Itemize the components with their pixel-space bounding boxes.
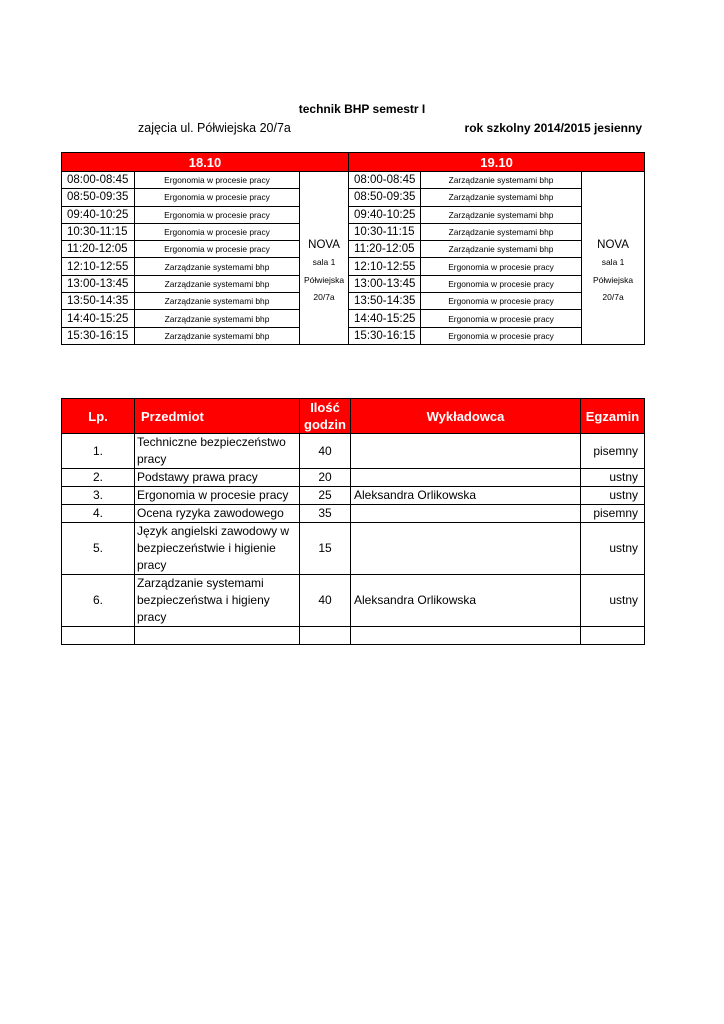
- day2-time: 12:10-12:55: [349, 258, 421, 275]
- day1-room: [300, 172, 349, 345]
- subject-lecturer: Aleksandra Orlikowska: [351, 487, 581, 505]
- day2-time: 15:30-16:15: [349, 327, 421, 344]
- room-number: sala 1: [312, 257, 336, 268]
- day1-subject: Zarządzanie systemami bhp: [135, 293, 300, 310]
- day1-subject: Ergonomia w procesie pracy: [135, 223, 300, 240]
- subject-hours: 15: [300, 523, 351, 575]
- schedule-row: [62, 172, 645, 189]
- empty-cell: [135, 627, 300, 645]
- subject-row: [62, 434, 645, 469]
- day2-subject: Ergonomia w procesie pracy: [421, 258, 582, 275]
- school-year-text: rok szkolny 2014/2015 jesienny: [464, 121, 642, 135]
- subject-exam: ustny: [581, 575, 645, 627]
- day2-room: [582, 172, 645, 345]
- subject-hours: 20: [300, 469, 351, 487]
- schedule-table: [61, 152, 645, 345]
- subject-lp: 1.: [62, 434, 135, 469]
- col-header-lp: Lp.: [62, 399, 135, 434]
- subject-row: [62, 487, 645, 505]
- day2-subject: Ergonomia w procesie pracy: [421, 327, 582, 344]
- subject-name-line: Ergonomia w procesie pracy: [137, 488, 289, 502]
- col-header-exam: Egzamin: [581, 399, 645, 434]
- col-header-hours-line2: godzin: [304, 417, 346, 432]
- subject-lp: 5.: [62, 523, 135, 575]
- room-name: NOVA: [308, 238, 340, 251]
- schedule-row: [62, 258, 645, 275]
- subject-name: [135, 487, 300, 505]
- room-street: Półwiejska: [592, 274, 634, 285]
- day1-subject: Zarządzanie systemami bhp: [135, 327, 300, 344]
- schedule-row: [62, 223, 645, 240]
- subject-name-line: Zarządzanie systemami: [137, 576, 264, 590]
- schedule-row: [62, 327, 645, 344]
- day1-subject: Ergonomia w procesie pracy: [135, 189, 300, 206]
- day2-time: 14:40-15:25: [349, 310, 421, 327]
- col-header-lecturer: Wykładowca: [351, 399, 581, 434]
- day1-subject: Ergonomia w procesie pracy: [135, 206, 300, 223]
- subject-exam: pisemny: [581, 505, 645, 523]
- subject-hours: 25: [300, 487, 351, 505]
- subject-hours: 40: [300, 434, 351, 469]
- subject-row: [62, 523, 645, 575]
- day2-time: 10:30-11:15: [349, 223, 421, 240]
- empty-cell: [581, 627, 645, 645]
- subject-row: [62, 469, 645, 487]
- day1-time: 12:10-12:55: [62, 258, 135, 275]
- day2-time: 08:50-09:35: [349, 189, 421, 206]
- day2-subject: Zarządzanie systemami bhp: [421, 241, 582, 258]
- subject-hours: 40: [300, 575, 351, 627]
- subject-name: [135, 505, 300, 523]
- day2-time: 11:20-12:05: [349, 241, 421, 258]
- col-header-hours: [300, 399, 351, 434]
- subject-row: [62, 505, 645, 523]
- subject-name-line: Techniczne bezpieczeństwo: [137, 435, 286, 449]
- room-name: NOVA: [597, 238, 629, 251]
- subject-lp: 2.: [62, 469, 135, 487]
- day2-subject: Ergonomia w procesie pracy: [421, 310, 582, 327]
- empty-cell: [300, 627, 351, 645]
- room-street: Półwiejska: [303, 274, 345, 285]
- day1-subject: Ergonomia w procesie pracy: [135, 172, 300, 189]
- room-number: sala 1: [601, 257, 625, 268]
- day2-time: 13:00-13:45: [349, 275, 421, 292]
- day1-subject: Ergonomia w procesie pracy: [135, 241, 300, 258]
- subject-name-line: Ocena ryzyka zawodowego: [137, 506, 284, 520]
- subject-exam: ustny: [581, 523, 645, 575]
- day2-subject: Zarządzanie systemami bhp: [421, 172, 582, 189]
- day2-header: 19.10: [349, 153, 645, 172]
- subject-name: [135, 575, 300, 627]
- empty-row: [62, 627, 645, 645]
- day1-time: 13:50-14:35: [62, 293, 135, 310]
- subject-lp: 4.: [62, 505, 135, 523]
- day1-time: 08:00-08:45: [62, 172, 135, 189]
- col-header-subject: Przedmiot: [135, 399, 300, 434]
- schedule-row: [62, 275, 645, 292]
- day2-subject: Ergonomia w procesie pracy: [421, 293, 582, 310]
- subject-name-line: pracy: [137, 452, 167, 466]
- empty-cell: [62, 627, 135, 645]
- day2-time: 09:40-10:25: [349, 206, 421, 223]
- day2-subject: Zarządzanie systemami bhp: [421, 189, 582, 206]
- day1-time: 10:30-11:15: [62, 223, 135, 240]
- subject-lp: 3.: [62, 487, 135, 505]
- subject-lecturer: [351, 523, 581, 575]
- subject-exam: ustny: [581, 487, 645, 505]
- col-header-hours-line1: Ilość: [310, 400, 340, 415]
- day1-time: 14:40-15:25: [62, 310, 135, 327]
- subject-lecturer: Aleksandra Orlikowska: [351, 575, 581, 627]
- day1-time: 15:30-16:15: [62, 327, 135, 344]
- room-address-number: 20/7a: [602, 292, 624, 303]
- day2-time: 08:00-08:45: [349, 172, 421, 189]
- empty-cell: [351, 627, 581, 645]
- day1-subject: Zarządzanie systemami bhp: [135, 258, 300, 275]
- subject-name-line: Podstawy prawa pracy: [137, 470, 258, 484]
- day1-header: 18.10: [62, 153, 349, 172]
- subject-name-line: pracy: [137, 558, 167, 572]
- day1-time: 11:20-12:05: [62, 241, 135, 258]
- subject-exam: ustny: [581, 469, 645, 487]
- subject-exam: pisemny: [581, 434, 645, 469]
- subject-lecturer: [351, 505, 581, 523]
- subject-lecturer: [351, 434, 581, 469]
- room-address-number: 20/7a: [313, 292, 335, 303]
- location-text: zajęcia ul. Półwiejska 20/7a: [138, 121, 291, 135]
- subject-name: [135, 523, 300, 575]
- subject-hours: 35: [300, 505, 351, 523]
- subject-name: [135, 469, 300, 487]
- day1-time: 08:50-09:35: [62, 189, 135, 206]
- subject-lp: 6.: [62, 575, 135, 627]
- subject-name-line: bezpieczeństwie i higienie: [137, 541, 276, 555]
- subject-name-line: pracy: [137, 610, 167, 624]
- subject-name-line: bezpieczeństwa i higieny: [137, 593, 270, 607]
- document-title: technik BHP semestr I: [298, 102, 426, 116]
- subject-name: [135, 434, 300, 469]
- day2-subject: Zarządzanie systemami bhp: [421, 206, 582, 223]
- schedule-row: [62, 310, 645, 327]
- schedule-row: [62, 189, 645, 206]
- day2-subject: Zarządzanie systemami bhp: [421, 223, 582, 240]
- day2-subject: Ergonomia w procesie pracy: [421, 275, 582, 292]
- subject-row: [62, 575, 645, 627]
- subject-lecturer: [351, 469, 581, 487]
- subjects-table: [61, 398, 645, 645]
- day1-time: 09:40-10:25: [62, 206, 135, 223]
- subject-name-line: Język angielski zawodowy w: [137, 524, 290, 538]
- schedule-row: [62, 293, 645, 310]
- day1-subject: Zarządzanie systemami bhp: [135, 310, 300, 327]
- day1-time: 13:00-13:45: [62, 275, 135, 292]
- day1-subject: Zarządzanie systemami bhp: [135, 275, 300, 292]
- day2-time: 13:50-14:35: [349, 293, 421, 310]
- schedule-row: [62, 206, 645, 223]
- schedule-row: [62, 241, 645, 258]
